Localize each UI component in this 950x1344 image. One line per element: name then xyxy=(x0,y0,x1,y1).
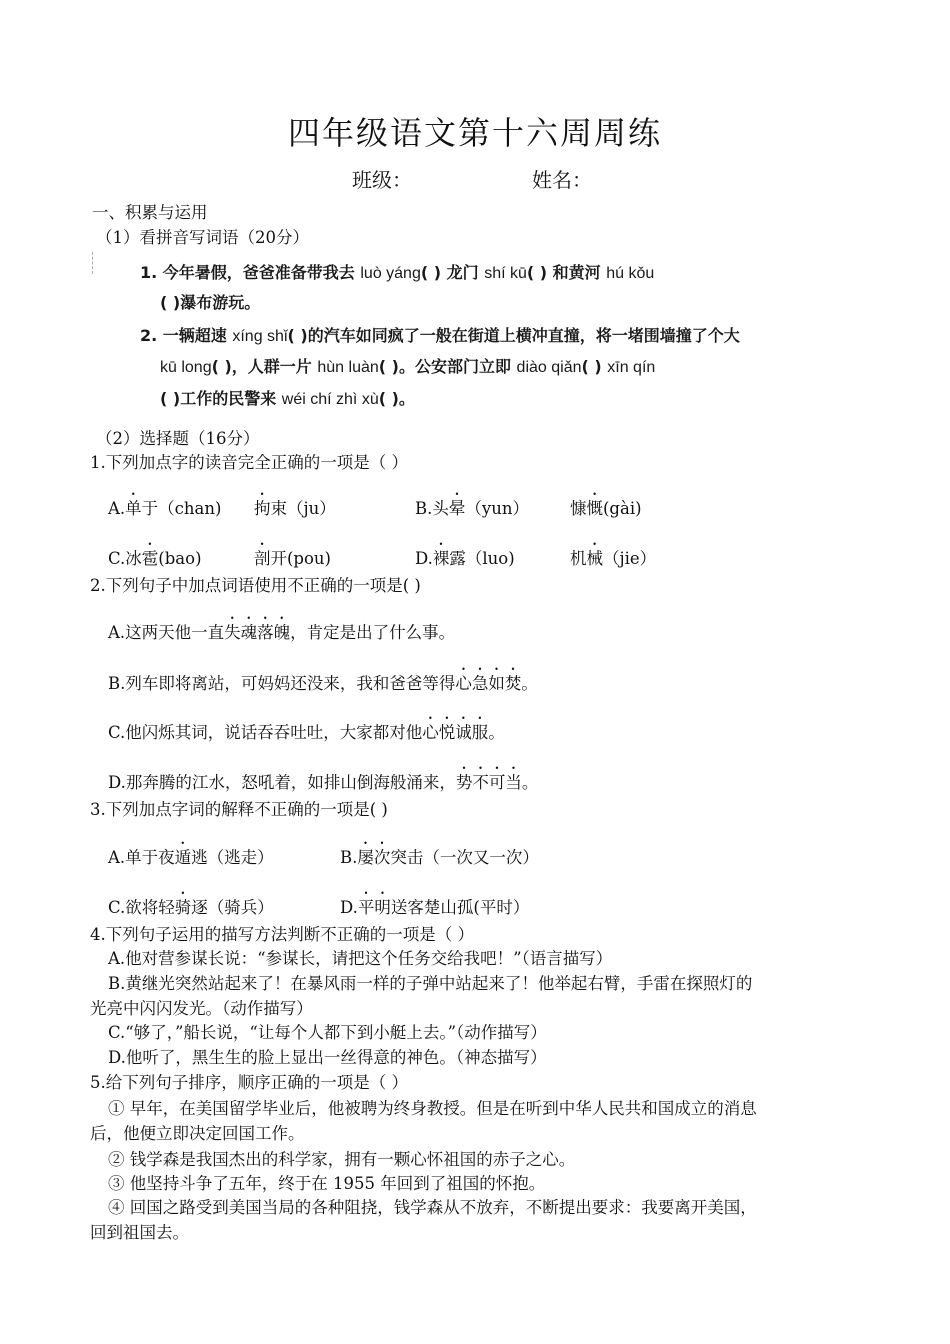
t: B.列车即将离站，可妈妈还没来，我和爸爸等得 xyxy=(108,674,456,693)
t: A.这两天他一直 xyxy=(108,623,225,642)
q3-stem: 3.下列加点字词的解释不正确的一项是( ) xyxy=(90,800,388,819)
blank[interactable]: ( ) 和黄河 xyxy=(526,263,607,282)
t: D.那奔腾的江水，怒吼着，如排山倒海般涌来， xyxy=(108,773,456,792)
dotted-char: 骑 xyxy=(174,898,192,917)
q5-stem: 5.给下列句子排序，顺序正确的一项是（ ） xyxy=(90,1073,408,1092)
t: （jie） xyxy=(603,549,657,568)
t: C.他闪烁其词，说话吞吞吐吐，大家都对他 xyxy=(108,723,423,742)
q4-option-d[interactable]: D.他听了，黑生生的脸上显出一丝得意的神色。（神态描写） xyxy=(108,1048,547,1067)
q4-option-b[interactable]: B.黄继光突然站起来了！在暴风雨一样的子弹中站起来了！他举起右臂，手雷在探照灯的 xyxy=(108,974,753,993)
q1-option-b2 xyxy=(570,490,642,520)
dotted-char: 慨 xyxy=(586,499,603,518)
t: 逃（逃走） xyxy=(191,848,274,867)
pinyin-q1-line2[interactable]: ( )瀑布游玩。 xyxy=(160,293,261,312)
dotted-word: 屡次 xyxy=(357,848,391,867)
q3-option-a[interactable] xyxy=(108,839,274,869)
q1-option-d2 xyxy=(570,540,656,570)
dotted-char: 单 xyxy=(125,499,142,518)
t: C.冰 xyxy=(108,549,142,568)
dotted-word: 平明 xyxy=(357,898,391,917)
q4-option-a[interactable]: A.他对营参谋长说：“参谋长，请把这个任务交给我吧！”（语言描写） xyxy=(108,949,613,968)
q3-option-b[interactable] xyxy=(340,839,539,869)
blank[interactable]: ( ) xyxy=(581,357,608,376)
pinyin: shí kū xyxy=(484,265,527,282)
t: ，肯定是出了什么事。 xyxy=(290,623,456,642)
q4-option-c[interactable]: C.“够了，”船长说，“让每个人都下到小艇上去。”（动作描写） xyxy=(108,1023,547,1042)
q4-option-b-cont: 光亮中闪闪发光。（动作描写） xyxy=(90,999,313,1018)
t: （yun） xyxy=(465,499,529,518)
q3-option-d[interactable] xyxy=(340,889,529,919)
t: 。 xyxy=(521,773,539,792)
pinyin: wéi chí zhì xù xyxy=(281,391,379,408)
t: 机 xyxy=(570,549,587,568)
blank[interactable]: ( ) 龙门 xyxy=(420,263,485,282)
part2-heading: （2）选择题（16分） xyxy=(96,429,260,448)
blank[interactable]: ( )。公安部门立即 xyxy=(378,357,517,376)
t: (gài) xyxy=(603,499,642,518)
dotted-char: 剖 xyxy=(254,549,271,568)
q1-option-b[interactable] xyxy=(415,490,529,520)
pinyin: diào qiǎn xyxy=(516,359,582,376)
text: 2. 一辆超速 xyxy=(140,326,233,345)
pinyin: hùn luàn xyxy=(317,359,379,376)
pinyin-q2-line3 xyxy=(160,386,415,409)
blank[interactable]: ( )，人群一片 xyxy=(211,357,318,376)
t: 露（luo) xyxy=(449,549,515,568)
q1-option-d[interactable] xyxy=(415,540,515,570)
dotted-char: 晕 xyxy=(448,499,466,518)
t: A. xyxy=(108,499,126,518)
q5-sentence-1-cont: 后，他便立即决定回国工作。 xyxy=(90,1124,305,1143)
blank[interactable]: ( )的汽车如同疯了一般在街道上横冲直撞，将一堵围墙撞了个大 xyxy=(287,326,740,345)
q1-stem: 1.下列加点字的读音完全正确的一项是（ ） xyxy=(90,453,408,472)
section-heading: 一、积累与运用 xyxy=(92,203,208,222)
t: C.欲将轻 xyxy=(108,898,175,917)
t: 突击（一次又一次） xyxy=(390,848,539,867)
blank[interactable]: ( )。 xyxy=(378,389,415,408)
dotted-word: 势不可当 xyxy=(455,773,522,792)
t: 慷 xyxy=(570,499,587,518)
blank[interactable]: ( )工作的民警来 xyxy=(160,389,282,408)
q2-option-b[interactable] xyxy=(108,665,538,695)
t: (bao) xyxy=(158,549,202,568)
q3-option-c[interactable] xyxy=(108,889,274,919)
pinyin-q1-line1 xyxy=(140,260,654,283)
q4-stem: 4.下列句子运用的描写方法判断不正确的一项是（ ） xyxy=(90,925,474,944)
dotted-word: 心悦诚服 xyxy=(422,723,489,742)
dotted-char: 遁 xyxy=(174,848,192,867)
name-label: 姓名： xyxy=(532,168,592,192)
dotted-word: 失魂落魄 xyxy=(224,623,291,642)
q5-sentence-4: ④ 回国之路受到美国当局的各种阻挠，钱学森从不放弃，不断提出要求：我要离开美国， xyxy=(108,1198,757,1217)
t: D. xyxy=(340,898,358,917)
pinyin-q2-line1 xyxy=(140,323,740,346)
t: 逐（骑兵） xyxy=(191,898,274,917)
part1-heading: （1）看拼音写词语（20分） xyxy=(96,228,309,247)
q5-sentence-2: ② 钱学森是我国杰出的科学家，拥有一颗心怀祖国的赤子之心。 xyxy=(108,1150,576,1169)
t: 于（chan) xyxy=(141,499,222,518)
t: 束（ju） xyxy=(270,499,336,518)
q2-option-d[interactable] xyxy=(108,764,538,794)
q1-option-a[interactable] xyxy=(108,490,221,520)
dotted-char: 雹 xyxy=(141,549,159,568)
t: 开(pou) xyxy=(270,549,331,568)
pinyin: luò yáng xyxy=(360,265,421,282)
pinyin: kū long xyxy=(160,359,212,376)
dotted-char: 拘 xyxy=(254,499,271,518)
dotted-word: 心急如焚 xyxy=(455,674,522,693)
page-title: 四年级语文第十六周周练 xyxy=(287,114,662,152)
t: B. xyxy=(340,848,358,867)
t: B.头 xyxy=(415,499,449,518)
q2-option-c[interactable] xyxy=(108,714,505,744)
q1-option-c[interactable] xyxy=(108,540,202,570)
t: D. xyxy=(415,549,433,568)
q2-stem: 2.下列句子中加点词语使用不正确的一项是( ) xyxy=(90,576,421,595)
t: 。 xyxy=(521,674,538,693)
dotted-char: 械 xyxy=(586,549,603,568)
q1-option-c2 xyxy=(254,540,331,570)
t: 送客楚山孤(平时） xyxy=(390,898,530,917)
q5-sentence-1: ① 早年，在美国留学毕业后，他被聘为终身教授。但是在听到中华人民共和国成立的消息 xyxy=(108,1099,757,1118)
text: 1. 今年暑假，爸爸准备带我去 xyxy=(140,263,361,282)
pinyin-q2-line2 xyxy=(160,354,655,377)
class-label: 班级： xyxy=(352,168,412,192)
q5-sentence-4-cont: 回到祖国去。 xyxy=(90,1223,189,1242)
pinyin: xīn qín xyxy=(607,359,656,376)
pinyin: xíng shǐ xyxy=(232,328,288,345)
scan-guide-line xyxy=(92,252,93,274)
q1-option-a2 xyxy=(254,490,336,520)
q5-sentence-3: ③ 他坚持斗争了五年，终于在 1955 年回到了祖国的怀抱。 xyxy=(108,1174,546,1193)
dotted-char: 裸 xyxy=(432,549,450,568)
pinyin: hú kǒu xyxy=(606,265,655,282)
q2-option-a[interactable] xyxy=(108,614,455,644)
t: 。 xyxy=(488,723,505,742)
t: A.单于夜 xyxy=(108,848,175,867)
